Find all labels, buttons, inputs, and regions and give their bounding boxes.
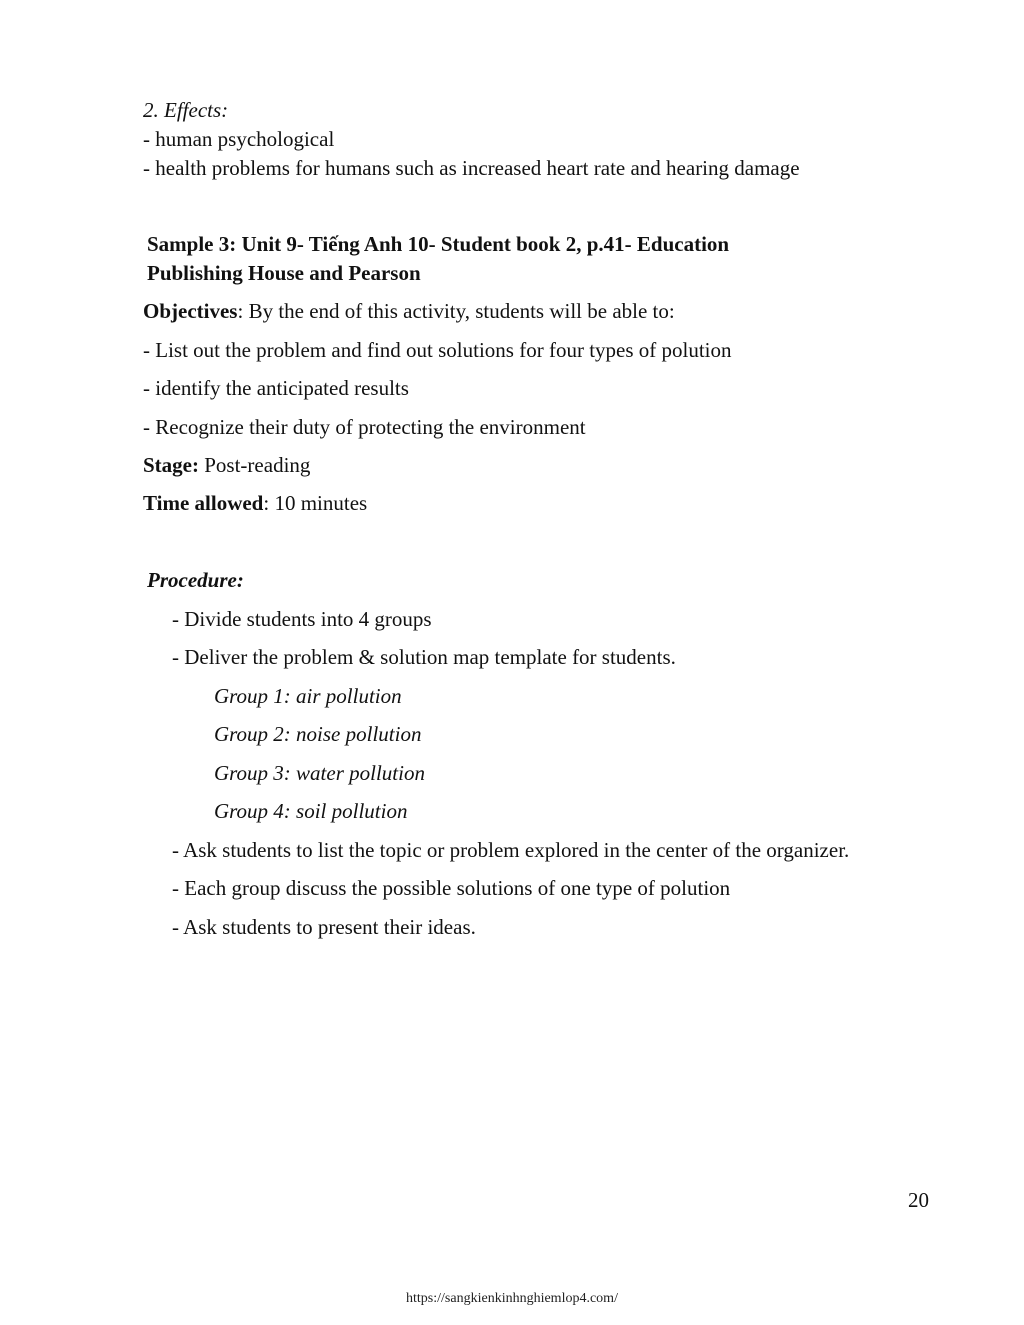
time-allowed-line (143, 490, 367, 516)
group-item-1: Group 1: air pollution (214, 684, 402, 708)
footer-url[interactable]: https://sangkienkinhnghiemlop4.com/ (406, 1291, 618, 1306)
group-item-2: Group 2: noise pollution (214, 722, 422, 746)
stage-line (143, 452, 310, 478)
objectives-label: Objectives (143, 299, 238, 323)
objectives-line (143, 298, 675, 324)
procedure-step-4: - Each group discuss the possible solutions of one type of polution (172, 876, 731, 900)
objective-item-2: - identify the anticipated results (143, 376, 409, 400)
objective-item-1: - List out the problem and find out solutions for four types of polution (143, 338, 732, 362)
stage-value: Post-reading (199, 453, 311, 477)
procedure-heading: Procedure: (147, 568, 244, 592)
procedure-step-2: - Deliver the problem & solution map template for students. (172, 645, 676, 669)
page-number: 20 (908, 1188, 929, 1212)
time-allowed-value: : 10 minutes (263, 491, 368, 515)
group-item-4: Group 4: soil pollution (214, 799, 408, 823)
objective-item-3: - Recognize their duty of protecting the environment (143, 415, 586, 439)
effects-heading: 2. Effects: (143, 98, 229, 122)
sample-title-line2: Publishing House and Pearson (147, 261, 421, 285)
effects-item-1: - human psychological (143, 127, 335, 151)
time-allowed-label: Time allowed (143, 491, 264, 515)
sample-title-line1: Sample 3: Unit 9- Tiếng Anh 10- Student book 2, p.41- Education (147, 232, 730, 256)
procedure-step-1: - Divide students into 4 groups (172, 607, 432, 631)
stage-label: Stage: (143, 453, 199, 477)
procedure-step-3: - Ask students to list the topic or problem explored in the center of the organizer. (172, 838, 850, 862)
effects-item-2: - health problems for humans such as increased heart rate and hearing damage (143, 156, 800, 180)
group-item-3: Group 3: water pollution (214, 761, 425, 785)
objectives-intro: : By the end of this activity, students will be able to: (237, 299, 675, 323)
procedure-step-5: - Ask students to present their ideas. (172, 915, 476, 939)
